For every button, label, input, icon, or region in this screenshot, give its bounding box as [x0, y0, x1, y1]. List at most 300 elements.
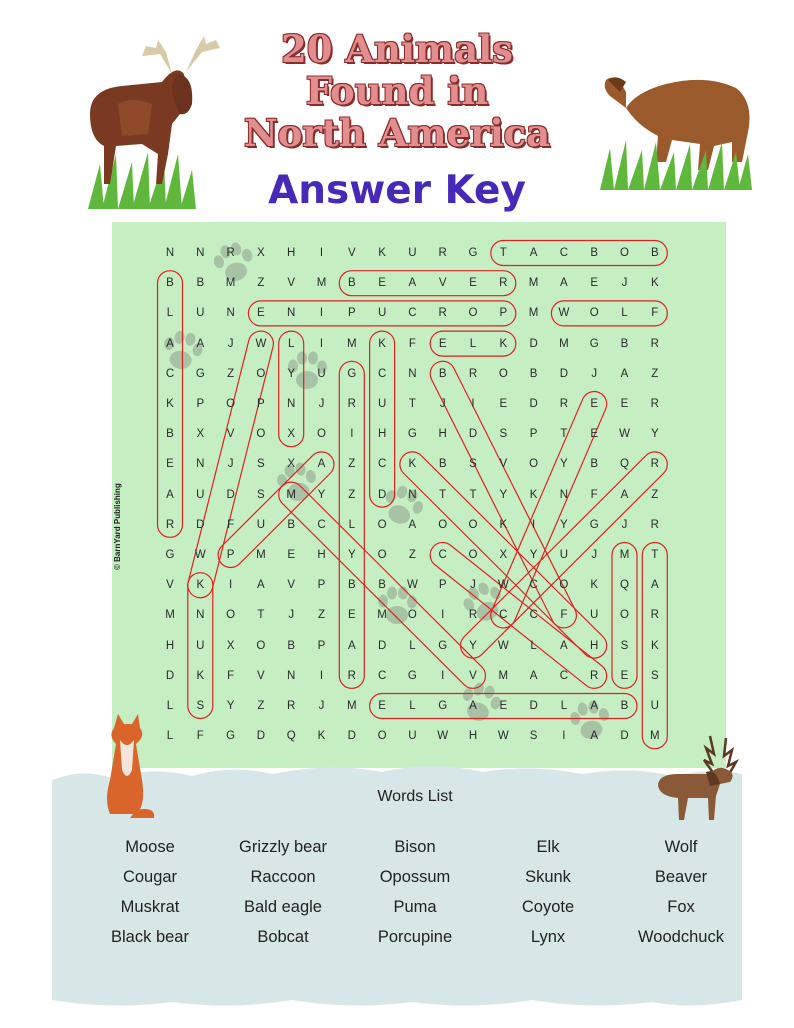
grid-letter: U	[408, 247, 417, 259]
grid-letter: Z	[651, 488, 659, 501]
grid-letter: M	[347, 700, 357, 712]
word-list-item: Bobcat	[257, 928, 309, 946]
grid-letter: N	[287, 307, 296, 320]
grid-letter: I	[319, 669, 324, 682]
grid-letter: K	[196, 579, 205, 592]
grid-letter: N	[408, 488, 417, 501]
grid-letter: T	[499, 247, 507, 259]
grid-letter: E	[257, 307, 265, 320]
grid-letter: Y	[560, 518, 568, 531]
grid-letter: M	[559, 337, 569, 350]
grid-letter: Z	[408, 549, 416, 561]
grid-letter: Q	[286, 730, 296, 743]
grid-letter: P	[226, 549, 235, 561]
grid-letter: U	[590, 609, 599, 622]
grid-letter: B	[590, 458, 599, 471]
grid-letter: O	[468, 307, 478, 320]
grid-letter: V	[287, 579, 296, 592]
grid-letter: A	[196, 337, 205, 350]
grid-letter: B	[166, 277, 174, 290]
grid-letter: B	[378, 579, 386, 592]
grid-letter: H	[287, 247, 296, 259]
publisher-credit: © BarnYard Publishing	[113, 483, 122, 570]
grid-letter: B	[287, 518, 296, 531]
grid-letter: H	[590, 639, 599, 652]
grid-letter: X	[287, 458, 296, 471]
grid-letter: R	[438, 307, 447, 320]
grid-letter: Z	[651, 367, 659, 380]
grid-letter: U	[377, 398, 387, 410]
grid-letter: R	[650, 398, 659, 410]
grid-letter: G	[468, 247, 478, 259]
grid-letter: C	[529, 579, 538, 592]
grid-letter: D	[165, 669, 175, 682]
grid-letter: C	[377, 367, 387, 380]
grid-letter: Y	[287, 367, 296, 380]
grid-letter: W	[497, 639, 509, 652]
grid-letter: P	[257, 398, 265, 410]
grid-letter: V	[287, 277, 296, 290]
grid-letter: H	[165, 639, 175, 652]
grid-letter: P	[499, 307, 508, 320]
grid-letter: O	[589, 307, 599, 320]
grid-letter: O	[620, 609, 629, 622]
word-list-item: Lynx	[530, 928, 566, 946]
grid-letter: S	[529, 730, 538, 743]
word-list-item: Muskrat	[120, 898, 180, 916]
grid-letter: J	[591, 367, 598, 380]
grid-letter: U	[559, 549, 569, 561]
grid-letter: V	[166, 579, 174, 592]
grid-letter: K	[378, 337, 386, 350]
grid-letter: A	[257, 579, 265, 592]
words-list-title: Words List	[377, 788, 453, 805]
grid-letter: X	[287, 428, 296, 441]
grid-letter: E	[438, 337, 447, 350]
grid-letter: T	[469, 488, 477, 501]
word-list-item: Puma	[393, 898, 437, 916]
grid-letter: B	[287, 639, 296, 652]
word-list-item: Skunk	[525, 868, 571, 886]
grid-letter: R	[650, 518, 659, 531]
grid-letter: F	[408, 337, 416, 350]
grid-letter: S	[620, 639, 629, 652]
grid-letter: R	[559, 398, 569, 410]
word-list-item: Cougar	[122, 868, 178, 886]
grid-letter: O	[559, 579, 569, 592]
grid-letter: C	[438, 549, 447, 561]
grid-letter: S	[650, 669, 659, 682]
grid-letter: W	[406, 579, 418, 592]
grid-letter: J	[318, 700, 325, 712]
word-list-item: Porcupine	[377, 928, 453, 946]
word-list-item: Bison	[394, 838, 436, 856]
grid-letter: M	[528, 307, 539, 320]
grid-letter: I	[319, 307, 324, 320]
grid-letter: V	[226, 428, 235, 441]
grid-letter: R	[650, 609, 659, 622]
grid-letter: M	[498, 669, 509, 682]
grid-letter: J	[591, 549, 598, 561]
grid-letter: U	[377, 307, 387, 320]
grid-letter: R	[438, 247, 447, 259]
grid-letter: R	[226, 247, 235, 259]
word-list-item: Woodchuck	[638, 928, 724, 946]
grid-letter: I	[562, 730, 566, 743]
grid-letter: H	[377, 428, 387, 441]
grid-letter: P	[196, 398, 205, 410]
grid-letter: H	[317, 549, 326, 561]
grid-letter: N	[196, 247, 205, 259]
grid-letter: M	[225, 277, 236, 290]
grid-letter: E	[620, 398, 629, 410]
grid-letter: R	[468, 367, 478, 380]
grid-letter: I	[350, 428, 354, 441]
grid-letter: F	[227, 669, 235, 682]
grid-letter: Y	[560, 458, 568, 471]
grid-letter: I	[441, 669, 445, 682]
grid-letter: C	[317, 518, 326, 531]
grid-letter: G	[589, 518, 599, 531]
grid-letter: A	[590, 730, 599, 743]
grid-letter: K	[499, 337, 508, 350]
word-list-item: Raccoon	[250, 868, 316, 886]
grid-letter: B	[620, 337, 629, 350]
grid-letter: J	[227, 458, 234, 471]
grid-letter: V	[257, 669, 265, 682]
grid-letter: W	[619, 428, 630, 441]
grid-letter: K	[499, 518, 508, 531]
grid-letter: Z	[317, 609, 326, 622]
grid-letter: U	[196, 307, 205, 320]
grid-letter: E	[590, 428, 599, 441]
grid-letter: P	[317, 579, 326, 592]
grid-letter: F	[560, 609, 568, 622]
grid-letter: T	[439, 488, 447, 501]
grid-letter: W	[194, 549, 206, 561]
grid-letter: K	[166, 398, 174, 410]
grid-letter: F	[590, 488, 598, 501]
grid-letter: Z	[257, 277, 265, 290]
grid-letter: C	[559, 669, 569, 682]
grid-letter: A	[408, 277, 417, 290]
grid-letter: K	[590, 579, 599, 592]
grid-letter: A	[166, 337, 174, 350]
grid-letter: B	[529, 367, 538, 380]
grid-letter: O	[377, 730, 387, 743]
grid-letter: I	[228, 579, 233, 592]
grid-letter: B	[438, 458, 447, 471]
answer-outline	[370, 331, 395, 507]
grid-letter: L	[560, 700, 568, 712]
grid-letter: Q	[620, 458, 629, 471]
grid-letter: E	[166, 458, 174, 471]
grid-letter: K	[529, 488, 538, 501]
grid-letter: I	[531, 518, 536, 531]
grid-letter: R	[650, 337, 659, 350]
grid-letter: B	[438, 367, 447, 380]
grid-letter: P	[438, 579, 447, 592]
grid-letter: D	[529, 337, 538, 350]
word-list-item: Elk	[536, 838, 560, 856]
grid-letter: M	[619, 549, 630, 561]
grid-letter: Y	[529, 549, 538, 561]
grid-letter: V	[499, 458, 508, 471]
grid-letter: E	[378, 277, 386, 290]
grid-letter: O	[407, 609, 417, 622]
grid-letter: R	[347, 398, 356, 410]
grid-letter: J	[318, 398, 325, 410]
word-list-item: Bald eagle	[244, 898, 322, 916]
word-list-item: Opossum	[379, 868, 451, 886]
grid-letter: R	[165, 518, 175, 531]
grid-letter: C	[377, 458, 387, 471]
grid-letter: N	[196, 609, 205, 622]
grid-letter: N	[287, 669, 296, 682]
grid-letter: U	[317, 367, 326, 380]
grid-letter: Y	[347, 549, 356, 561]
grid-letter: J	[439, 398, 446, 410]
grid-letter: W	[497, 730, 509, 743]
grid-letter: D	[377, 488, 387, 501]
grid-letter: M	[316, 277, 327, 290]
grid-letter: A	[469, 700, 477, 712]
grid-letter: L	[409, 639, 416, 652]
grid-letter: T	[408, 398, 416, 410]
grid-letter: A	[529, 247, 538, 259]
grid-letter: D	[529, 398, 538, 410]
grid-letter: X	[499, 549, 508, 561]
grid-letter: A	[408, 518, 417, 531]
grid-letter: L	[348, 518, 355, 531]
grid-letter: S	[499, 428, 508, 441]
title-line-2: Found in	[305, 69, 489, 113]
grid-letter: G	[407, 669, 417, 682]
grid-letter: Y	[317, 488, 326, 501]
grid-letter: G	[589, 337, 599, 350]
grid-letter: U	[408, 730, 417, 743]
word-list-item: Wolf	[664, 838, 698, 856]
grid-letter: A	[590, 700, 599, 712]
grid-letter: E	[287, 549, 296, 561]
grid-letter: X	[196, 428, 205, 441]
grid-letter: U	[256, 518, 266, 531]
grid-letter: J	[288, 609, 295, 622]
grid-letter: L	[166, 307, 174, 320]
grid-letter: B	[620, 700, 629, 712]
word-list-item: Fox	[667, 898, 695, 916]
grid-letter: W	[497, 579, 509, 592]
grid-letter: L	[287, 337, 295, 350]
elk-illustration	[648, 734, 744, 824]
grid-letter: I	[441, 609, 445, 622]
grid-letter: A	[317, 458, 326, 471]
grid-letter: C	[377, 669, 387, 682]
grid-letter: V	[469, 669, 477, 682]
grid-letter: O	[498, 367, 508, 380]
grid-letter: J	[621, 518, 628, 531]
grid-letter: S	[469, 458, 477, 471]
grid-letter: N	[559, 488, 569, 501]
grid-letter: R	[499, 277, 508, 290]
grid-letter: A	[529, 669, 538, 682]
title-line-3: North America	[243, 111, 551, 155]
grid-letter: D	[347, 730, 356, 743]
grid-letter: V	[347, 247, 356, 259]
grid-letter: B	[347, 277, 356, 290]
grid-letter: B	[166, 428, 174, 441]
grid-letter: A	[650, 579, 659, 592]
grid-letter: S	[257, 458, 265, 471]
grizzly-bear-illustration	[596, 62, 756, 192]
grid-letter: A	[166, 488, 174, 501]
grid-letter: I	[319, 337, 324, 350]
grid-letter: G	[195, 367, 205, 380]
grid-letter: Q	[620, 579, 629, 592]
grid-letter: W	[558, 307, 570, 320]
grid-letter: E	[590, 398, 599, 410]
grid-letter: I	[471, 398, 475, 410]
grid-letter: G	[438, 700, 448, 712]
grid-letter: T	[257, 609, 265, 622]
grid-letter: G	[438, 639, 448, 652]
page-title	[200, 28, 594, 154]
grid-letter: Y	[469, 639, 477, 652]
grid-letter: O	[620, 247, 629, 259]
grid-letter: O	[256, 367, 266, 380]
grid-letter: N	[408, 367, 417, 380]
grid-letter: G	[407, 428, 417, 441]
grid-letter: A	[560, 277, 568, 290]
grid-letter: R	[468, 609, 478, 622]
grid-letter: S	[257, 488, 265, 501]
grid-letter: C	[559, 247, 569, 259]
grid-letter: D	[226, 488, 235, 501]
grid-letter: Z	[257, 700, 265, 712]
grid-letter: L	[166, 700, 174, 712]
grid-letter: K	[650, 277, 659, 290]
grid-letter: I	[319, 247, 324, 259]
grid-letter: V	[438, 277, 447, 290]
grid-letter: D	[529, 700, 538, 712]
grid-letter: H	[468, 730, 478, 743]
grid-letter: O	[256, 639, 266, 652]
grid-letter: B	[347, 579, 356, 592]
grid-letter: A	[620, 367, 629, 380]
grid-letter: C	[499, 609, 508, 622]
grid-letter: X	[257, 247, 265, 259]
grid-letter: Y	[226, 700, 235, 712]
grid-letter: O	[377, 518, 387, 531]
grid-letter: C	[529, 609, 538, 622]
grid-letter: M	[650, 730, 660, 743]
grid-letter: Z	[227, 367, 235, 380]
grid-letter: F	[651, 307, 659, 320]
grid-letter: K	[378, 247, 386, 259]
grid-letter: N	[287, 398, 296, 410]
grid-letter: W	[255, 337, 267, 350]
word-list-item: Black bear	[111, 928, 189, 946]
grid-letter: F	[227, 518, 235, 531]
grid-letter: O	[529, 458, 539, 471]
grid-letter: K	[408, 458, 417, 471]
grid-letter: D	[620, 730, 629, 743]
grid-letter: Y	[499, 488, 508, 501]
grid-letter: Z	[348, 458, 356, 471]
grid-letter: O	[256, 428, 266, 441]
grid-letter: N	[226, 307, 235, 320]
grid-letter: E	[347, 609, 356, 622]
grid-letter: N	[165, 247, 175, 259]
word-list-item: Coyote	[521, 898, 575, 916]
grid-letter: U	[196, 488, 205, 501]
grid-letter: C	[408, 307, 417, 320]
grid-letter: G	[165, 549, 175, 561]
grid-letter: P	[347, 307, 356, 320]
grid-letter: A	[347, 639, 356, 652]
grid-letter: O	[438, 518, 448, 531]
grid-letter: E	[499, 700, 508, 712]
grid-letter: R	[590, 669, 599, 682]
grid-letter: Z	[348, 488, 356, 501]
grid-letter: B	[650, 247, 659, 259]
grid-letter: D	[256, 730, 266, 743]
grid-letter: U	[196, 639, 205, 652]
grid-letter: O	[226, 609, 236, 622]
grid-letter: X	[226, 639, 235, 652]
grid-letter: Y	[650, 428, 659, 441]
grid-letter: M	[286, 488, 296, 501]
grid-letter: E	[620, 669, 629, 682]
grid-letter: M	[256, 549, 266, 561]
grid-letter: N	[196, 458, 205, 471]
grid-letter: R	[347, 669, 356, 682]
grid-letter: H	[438, 428, 447, 441]
grid-letter: M	[377, 609, 387, 622]
answer-key-subtitle: Answer Key	[268, 168, 526, 213]
grid-letter: D	[377, 639, 387, 652]
grid-letter: D	[196, 518, 205, 531]
grid-letter: L	[621, 307, 628, 320]
grid-letter: P	[317, 639, 326, 652]
grid-letter: P	[529, 428, 538, 441]
word-list-item: Grizzly bear	[238, 838, 328, 856]
grid-letter: T	[651, 549, 659, 561]
grid-letter: E	[378, 700, 386, 712]
grid-letter: K	[650, 639, 659, 652]
grid-letter: O	[317, 428, 326, 441]
grid-letter: L	[409, 700, 416, 712]
grid-letter: K	[196, 669, 205, 682]
grid-letter: O	[377, 549, 387, 561]
grid-letter: J	[470, 579, 476, 592]
grid-letter: S	[196, 700, 205, 712]
grid-letter: M	[165, 609, 175, 622]
grid-letter: L	[166, 730, 174, 743]
grid-letter: J	[227, 337, 234, 350]
grid-letter: A	[620, 488, 629, 501]
fox-illustration	[96, 710, 166, 820]
grid-letter: G	[226, 730, 236, 743]
grid-letter: G	[347, 367, 357, 380]
grid-letter: K	[317, 730, 326, 743]
grid-letter: B	[590, 247, 599, 259]
grid-letter: E	[590, 277, 599, 290]
grid-letter: L	[469, 337, 477, 350]
grid-letter: O	[226, 398, 236, 410]
word-search-grid	[112, 222, 726, 768]
grid-letter: W	[437, 730, 449, 743]
